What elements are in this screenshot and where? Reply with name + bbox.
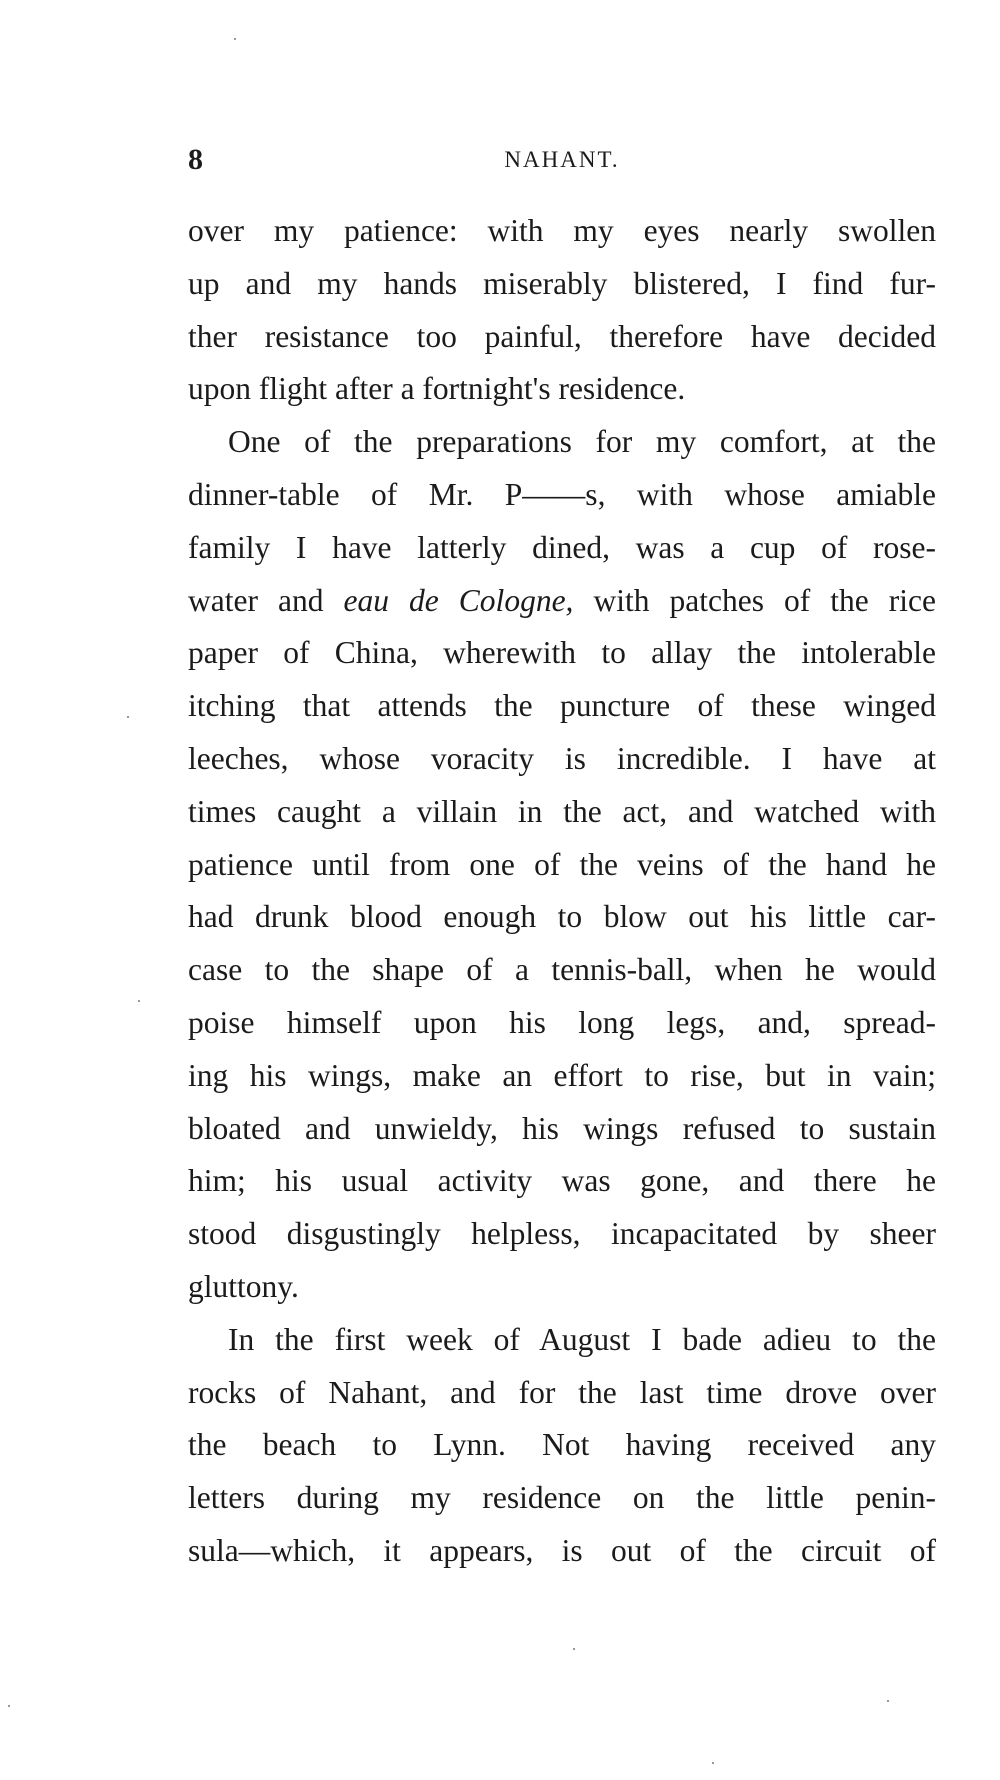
text-line: dinner-table of Mr. P——s, with whose amiable bbox=[188, 476, 936, 512]
text-line: had drunk blood enough to blow out his little car- bbox=[188, 899, 936, 935]
text-line: family I have latterly dined, was a cup of rose- bbox=[188, 529, 936, 565]
text-line: over my patience: with my eyes nearly swollen bbox=[188, 213, 936, 248]
paragraph-2 bbox=[188, 416, 936, 1314]
scan-speck bbox=[887, 1700, 889, 1702]
text-line: rocks of Nahant, and for the last time drove over bbox=[188, 1374, 936, 1410]
text-line: ing his wings, make an effort to rise, but in vain; bbox=[188, 1057, 936, 1093]
running-head: NAHANT. bbox=[504, 147, 620, 172]
text-line: gluttony. bbox=[188, 1268, 299, 1304]
text-line: up and my hands miserably blistered, I find fur- bbox=[188, 265, 936, 301]
page-number: 8 bbox=[188, 143, 203, 176]
body-text bbox=[188, 205, 936, 1578]
italic-phrase: eau de Cologne, bbox=[343, 582, 574, 618]
paragraph-3 bbox=[188, 1314, 936, 1578]
scan-speck bbox=[234, 38, 236, 40]
text-line: times caught a villain in the act, and watched with bbox=[188, 793, 936, 829]
scan-speck bbox=[127, 716, 129, 718]
page-header bbox=[188, 140, 936, 180]
text-line: poise himself upon his long legs, and, spread- bbox=[188, 1004, 936, 1040]
text-line: him; his usual activity was gone, and there he bbox=[188, 1163, 936, 1199]
text-line: the beach to Lynn. Not having received any bbox=[188, 1427, 936, 1463]
text-line: upon flight after a fortnight's residence. bbox=[188, 371, 686, 407]
text-line: In the first week of August I bade adieu to the bbox=[228, 1321, 936, 1357]
text-line-italic bbox=[188, 575, 936, 628]
text-line: One of the preparations for my comfort, at the bbox=[228, 424, 936, 460]
text-line: patience until from one of the veins of the hand he bbox=[188, 846, 936, 882]
scan-speck bbox=[8, 1705, 10, 1707]
scan-speck bbox=[573, 1648, 575, 1650]
text-line: ther resistance too painful, therefore have decided bbox=[188, 318, 936, 354]
text-line: paper of China, wherewith to allay the intolerable bbox=[188, 635, 936, 671]
text-fragment: with patches of the rice bbox=[573, 582, 936, 618]
paragraph-1 bbox=[188, 205, 936, 416]
text-line: case to the shape of a tennis-ball, when he would bbox=[188, 952, 936, 988]
text-line: itching that attends the puncture of these winged bbox=[188, 688, 936, 724]
scan-speck bbox=[712, 1762, 714, 1764]
scan-speck bbox=[138, 1000, 140, 1002]
text-line: bloated and unwieldy, his wings refused to sustain bbox=[188, 1110, 936, 1146]
text-line: sula—which, it appears, is out of the circuit of bbox=[188, 1532, 936, 1568]
text-line: letters during my residence on the little penin- bbox=[188, 1480, 936, 1516]
text-fragment: water and bbox=[188, 582, 344, 618]
text-line: leeches, whose voracity is incredible. I have at bbox=[188, 740, 936, 776]
text-line: stood disgustingly helpless, incapacitated by sheer bbox=[188, 1216, 936, 1252]
